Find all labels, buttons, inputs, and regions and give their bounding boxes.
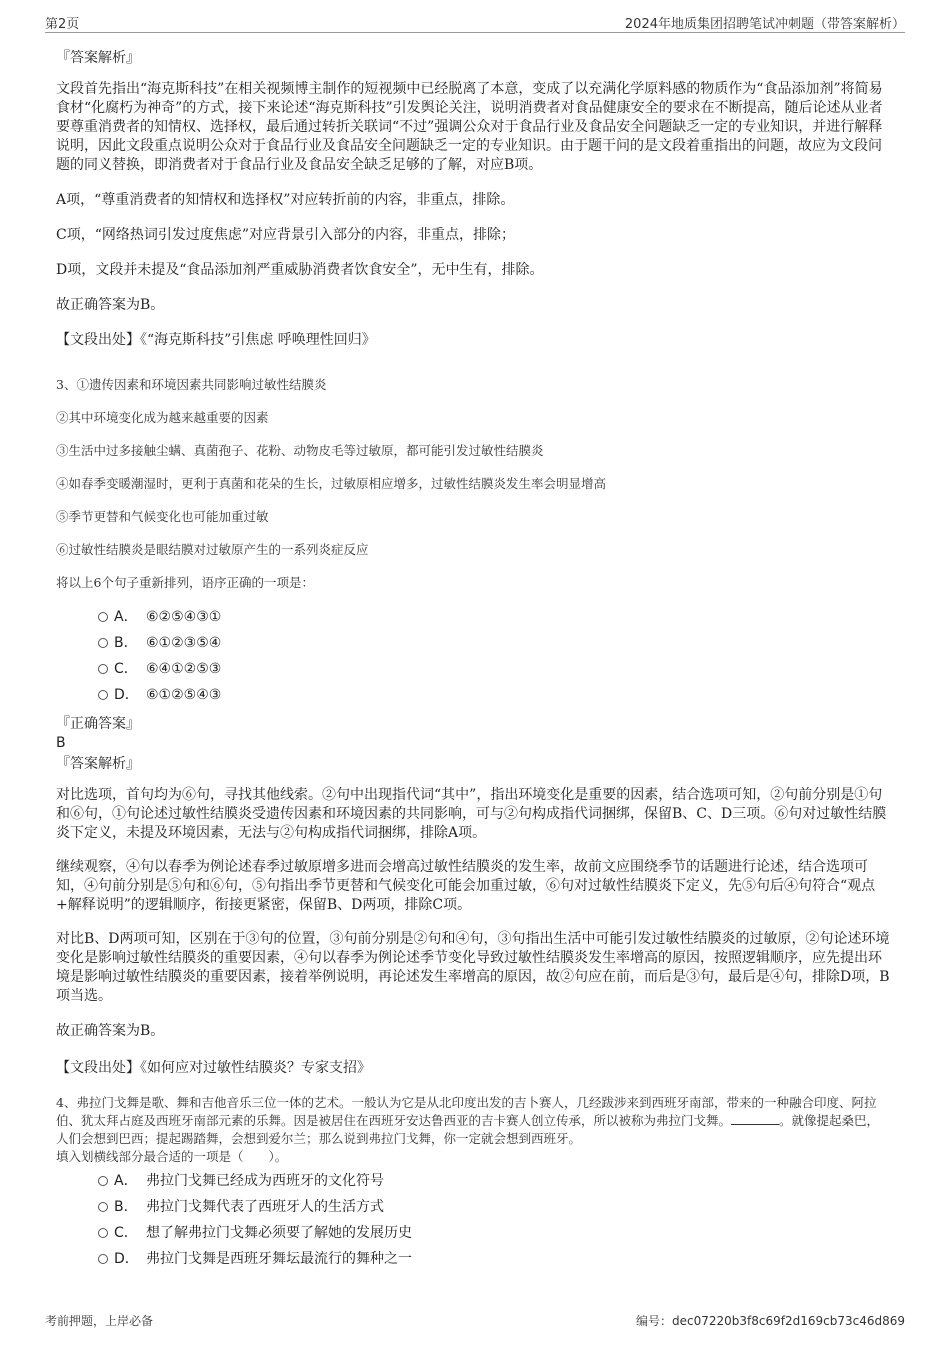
source-citation: 【文段出处】《“海克斯科技”引焦虑 呼唤理性回归》	[56, 332, 376, 348]
radio-button[interactable]	[98, 664, 108, 674]
option-b[interactable]	[56, 1194, 891, 1220]
question-sentence: ③生活中过多接触尘螨、真菌孢子、花粉、动物皮毛等过敏原，都可能引发过敏性结膜炎	[56, 443, 544, 458]
question-sentence: ②其中环境变化成为越来越重要的因素	[56, 410, 269, 425]
option-key: A．	[114, 1173, 138, 1189]
option-d[interactable]	[56, 1246, 891, 1272]
correct-answer: B	[56, 735, 66, 751]
option-key: B．	[114, 1199, 138, 1215]
question-stem	[56, 1094, 891, 1148]
option-key: C．	[114, 661, 138, 677]
option-list	[56, 1168, 891, 1272]
question-sentence: ⑥过敏性结膜炎是眼结膜对过敏原产生的一系列炎症反应	[56, 542, 369, 557]
option-text: 弗拉门戈舞已经成为西班牙的文化符号	[146, 1173, 384, 1189]
option-key: B．	[114, 635, 138, 651]
analysis-paragraph: 继续观察，④句以春季为例论述春季过敏原增多进而会增高过敏性结膜炎的发生率，故前文应围绕季节的话题进行论述，结合选项可知，④句前分别是⑤句和⑥句，⑤句指出季节更替和气候变化可能会加重过敏，⑥句对过敏性结膜炎下定义，先⑤句后④句符合“观点+解释说明”的逻辑顺序，衔接更紧密，保留B、D两项，排除C项。	[56, 859, 876, 913]
radio-button[interactable]	[98, 638, 108, 648]
document-title: 2024年地质集团招聘笔试冲刺题（带答案解析）	[624, 17, 905, 32]
analysis-paragraph: A项，“尊重消费者的知情权和选择权”对应转折前的内容，非重点，排除。	[56, 192, 515, 208]
radio-button[interactable]	[98, 1176, 108, 1186]
analysis-label: 『答案解析』	[56, 50, 140, 66]
question-sentence: ⑤季节更替和气候变化也可能加重过敏	[56, 509, 269, 524]
correct-answer-label: 『正确答案』	[56, 716, 140, 732]
option-key: D．	[114, 1251, 139, 1267]
analysis-paragraph: D项，文段并未提及“食品添加剂严重威胁消费者饮食安全”，无中生有，排除。	[56, 262, 544, 278]
option-c[interactable]	[56, 656, 891, 682]
option-key: C．	[114, 1225, 138, 1241]
option-d[interactable]	[56, 682, 891, 708]
radio-button[interactable]	[98, 690, 108, 700]
option-text: ⑥①②③⑤④	[146, 635, 222, 651]
radio-button[interactable]	[98, 1254, 108, 1264]
answer-statement: 故正确答案为B。	[56, 297, 165, 313]
answer-blank	[731, 1112, 779, 1125]
option-b[interactable]	[56, 630, 891, 656]
analysis-paragraph: 对比B、D两项可知，区别在于③句的位置，③句前分别是②句和④句，③句指出生活中可能引发过敏性结膜炎的过敏原，②句论述环境变化是影响过敏性结膜炎的重要因素，④句以春季为例论述季节变化导致过敏性结膜炎发生率增高的原因，按照逻辑顺序，应先提出环境是影响过敏性结膜炎的重要因素，接着举例说明，再论述发生率增高的原因，故②句应在前，而后是③句，最后是④句，排除D项，B项当选。	[56, 931, 890, 1004]
question-stem-text: 4、弗拉门戈舞是歌、舞和吉他音乐三位一体的艺术。一般认为它是从北印度出发的吉卜赛人，几经跋涉来到西班牙南部，带来的一种融合印度、阿拉伯、犹太拜占庭及西班牙南部元素的乐舞。因是被居住在西班牙安达鲁西亚的吉卡赛人创立传承，所以被称为弗拉门戈舞。	[56, 1095, 877, 1128]
option-list	[56, 604, 891, 708]
option-text: ⑥①②⑤④③	[146, 687, 222, 703]
page-content	[56, 48, 891, 1272]
footer-slogan: 考前押题，上岸必备	[45, 1314, 154, 1328]
question-sentence: ④如春季变暖潮湿时，更利于真菌和花朵的生长，过敏原相应增多，过敏性结膜炎发生率会明显增高	[56, 476, 607, 491]
radio-button[interactable]	[98, 1202, 108, 1212]
page-header	[45, 10, 905, 33]
analysis-paragraph: C项，“网络热词引发过度焦虑”对应背景引入部分的内容，非重点，排除；	[56, 227, 516, 243]
question-stem-text: 。就像提起桑巴，人们会想到巴西；提起踢踏舞，会想到爱尔兰；那么说到弗拉门戈舞，你一定就会想到西班牙。	[56, 1113, 880, 1146]
analysis-paragraph: 对比选项，首句均为⑥句，寻找其他线索。②句中出现指代词“其中”，指出环境变化是重要的因素，结合选项可知，②句前分别是①句和⑥句，①句论述过敏性结膜炎受遗传因素和环境因素的共同影响，可与②句构成指代词捆绑，保留B、C、D三项。⑥句对过敏性结膜炎下定义，未提及环境因素，无法与②句构成指代词捆绑，排除A项。	[56, 787, 887, 841]
question-sentence: 3、①遗传因素和环境因素共同影响过敏性结膜炎	[56, 377, 327, 392]
option-text: ⑥②⑤④③①	[146, 609, 222, 625]
option-text: 想了解弗拉门戈舞必须要了解她的发展历史	[146, 1225, 412, 1241]
page-footer	[45, 1312, 905, 1330]
analysis-paragraph: 文段首先指出“海克斯科技”在相关视频博主制作的短视频中已经脱离了本意，变成了以充满化学原料感的物质作为“食品添加剂”将简易食材“化腐朽为神奇”的方式，接下来论述“海克斯科技”引发舆论关注，说明消费者对食品健康安全的要求在不断提高，随后论述从业者要尊重消费者的知情权、选择权，最后通过转折关联词“不过”强调公众对于食品行业及食品安全问题缺乏一定的专业知识，并进行解释说明，因此文段重点说明公众对于食品行业及食品安全问题缺乏一定的专业知识。由于题干问的是文段着重指出的问题，故应为文段问题的同义替换，即消费者对于食品行业及食品安全缺乏足够的了解，对应B项。	[56, 81, 883, 173]
option-text: 弗拉门戈舞代表了西班牙人的生活方式	[146, 1199, 384, 1215]
radio-button[interactable]	[98, 1228, 108, 1238]
option-text: 弗拉门戈舞是西班牙舞坛最流行的舞种之一	[146, 1251, 412, 1267]
question-prompt: 将以上6个句子重新排列，语序正确的一项是：	[56, 575, 314, 590]
question-3	[56, 376, 891, 1078]
answer-statement: 故正确答案为B。	[56, 1023, 165, 1039]
page-number: 第2页	[45, 17, 80, 32]
document-id: 编号：dec07220b3f8c69f2d169cb73c46d869	[635, 1314, 905, 1328]
option-c[interactable]	[56, 1220, 891, 1246]
option-a[interactable]	[56, 1168, 891, 1194]
option-key: A．	[114, 609, 138, 625]
option-key: D．	[114, 687, 139, 703]
question-4	[56, 1094, 891, 1272]
question-prompt: 填入划横线部分最合适的一项是（ ）。	[56, 1149, 288, 1164]
option-a[interactable]	[56, 604, 891, 630]
source-citation: 【文段出处】《如何应对过敏性结膜炎？专家支招》	[56, 1060, 371, 1076]
option-text: ⑥④①②⑤③	[146, 661, 222, 677]
radio-button[interactable]	[98, 612, 108, 622]
analysis-label: 『答案解析』	[56, 756, 140, 772]
